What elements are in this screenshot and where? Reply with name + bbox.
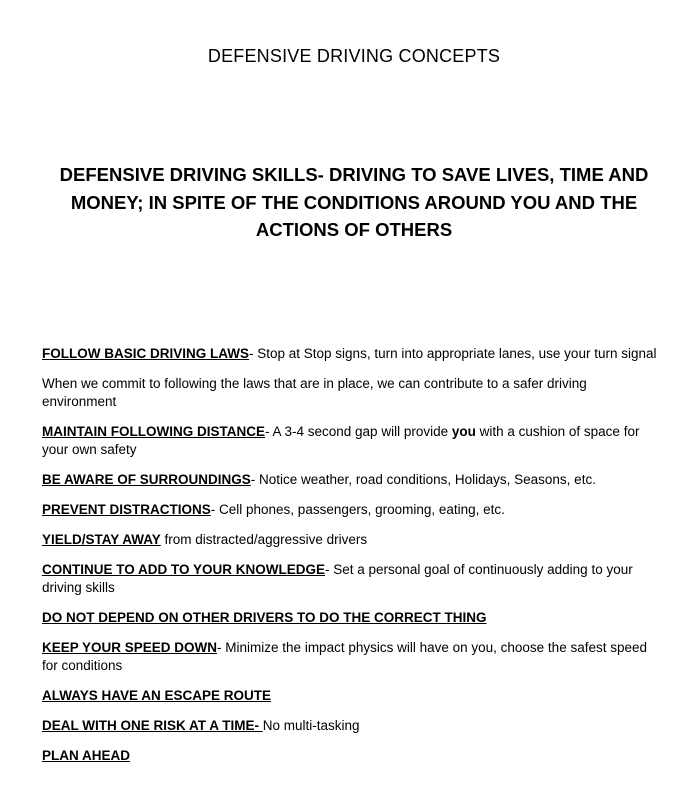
concept-description: No multi-tasking [262, 718, 360, 733]
concept-description: from distracted/aggressive drivers [160, 532, 368, 547]
concept-term: PLAN AHEAD [42, 748, 131, 763]
concept-item-other-drivers [42, 609, 662, 627]
concept-term: YIELD/STAY AWAY [42, 532, 161, 547]
concept-term: KEEP YOUR SPEED DOWN [42, 640, 218, 655]
concept-note-follow-laws [42, 375, 662, 411]
concept-item-surroundings [42, 471, 662, 489]
concept-term: PREVENT DISTRACTIONS [42, 502, 211, 517]
concept-item-plan-ahead [42, 747, 662, 765]
concept-item-escape-route [42, 687, 662, 705]
concept-item-follow-laws [42, 345, 662, 363]
concept-term: ALWAYS HAVE AN ESCAPE ROUTE [42, 688, 272, 703]
concept-emphasis: you [451, 424, 476, 439]
concept-term: DO NOT DEPEND ON OTHER DRIVERS TO DO THE CORRECT THING [42, 610, 487, 625]
concept-description: - Notice weather, road conditions, Holidays, Seasons, etc. [250, 472, 596, 487]
concept-description: - Cell phones, passengers, grooming, eating, etc. [210, 502, 505, 517]
concept-term: MAINTAIN FOLLOWING DISTANCE [42, 424, 265, 439]
concept-item-yield [42, 531, 662, 549]
document-title: DEFENSIVE DRIVING CONCEPTS [207, 46, 501, 66]
concept-item-distractions [42, 501, 662, 519]
concept-item-following-distance [42, 423, 662, 459]
concept-description: When we commit to following the laws that are in place, we can contribute to a safer driving environment [42, 376, 587, 409]
concept-term: FOLLOW BASIC DRIVING LAWS [42, 346, 249, 361]
concept-description: - Set a personal goal of continuously adding to your driving skills [42, 562, 633, 595]
concept-item-knowledge [42, 561, 662, 597]
concept-term: BE AWARE OF SURROUNDINGS [42, 472, 251, 487]
concept-description: - Stop at Stop signs, turn into appropriate lanes, use your turn signal [249, 346, 657, 361]
concept-list [42, 345, 662, 777]
concept-item-one-risk [42, 717, 662, 735]
concept-term: CONTINUE TO ADD TO YOUR KNOWLEDGE [42, 562, 326, 577]
concept-description: with a cushion of space for your own safety [42, 424, 640, 457]
document-heading: DEFENSIVE DRIVING SKILLS- DRIVING TO SAVE LIVES, TIME AND MONEY; IN SPITE OF THE CONDITIONS AROUND YOU AND THE ACTIONS OF OTHERS [59, 164, 649, 240]
concept-description: - A 3-4 second gap will provide [264, 424, 452, 439]
concept-term: DEAL WITH ONE RISK AT A TIME- [42, 718, 263, 733]
concept-item-speed [42, 639, 662, 675]
concept-description: - Minimize the impact physics will have on you, choose the safest speed for conditions [42, 640, 648, 673]
